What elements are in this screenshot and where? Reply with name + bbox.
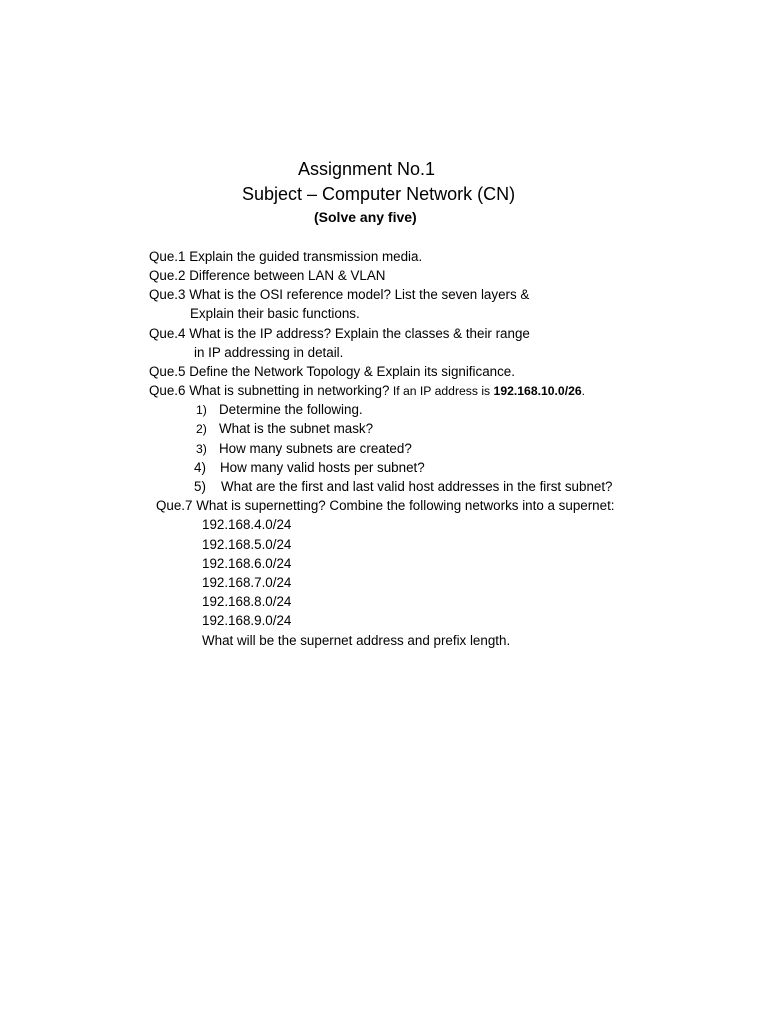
question-5: Que.5 Define the Network Topology & Explain its significance.	[149, 364, 515, 379]
subitem-number: 1)	[196, 403, 207, 417]
instruction-note: (Solve any five)	[314, 209, 417, 225]
subject-title: Subject – Computer Network (CN)	[242, 184, 516, 204]
subitem-text: Determine the following.	[219, 402, 363, 417]
question-3-line-1: Que.3 What is the OSI reference model? List the seven layers &	[149, 287, 530, 302]
network-address: 192.168.6.0/24	[202, 556, 292, 571]
subitem-text: What are the first and last valid host addresses in the first subnet?	[221, 479, 613, 494]
question-6-period: .	[581, 384, 586, 398]
question-6-ip-intro: If an IP address is	[389, 384, 494, 398]
question-7-followup: What will be the supernet address and prefix length.	[202, 633, 511, 648]
subitem-number: 3)	[196, 442, 207, 456]
question-4-line-2: in IP addressing in detail.	[194, 345, 344, 360]
network-address: 192.168.4.0/24	[202, 517, 292, 532]
subitem-number: 2)	[196, 422, 207, 436]
question-3-line-2: Explain their basic functions.	[190, 306, 360, 321]
subitem-number: 4)	[194, 460, 206, 475]
subitem-text: What is the subnet mask?	[219, 421, 374, 436]
subitem-text: How many valid hosts per subnet?	[220, 460, 425, 475]
question-1: Que.1 Explain the guided transmission media.	[149, 249, 423, 264]
network-address: 192.168.7.0/24	[202, 575, 292, 590]
question-7: Que.7 What is supernetting? Combine the following networks into a supernet:	[156, 498, 615, 513]
network-address: 192.168.8.0/24	[202, 594, 292, 609]
assignment-title: Assignment No.1	[298, 159, 436, 179]
subitem-text: How many subnets are created?	[219, 441, 412, 456]
question-6-text: Que.6 What is subnetting in networking?	[149, 383, 390, 398]
network-address: 192.168.9.0/24	[202, 613, 292, 628]
question-2: Que.2 Difference between LAN & VLAN	[149, 268, 386, 283]
network-address: 192.168.5.0/24	[202, 537, 292, 552]
question-4-line-1: Que.4 What is the IP address? Explain the classes & their range	[149, 326, 530, 341]
question-6	[149, 384, 585, 397]
subitem-number: 5)	[194, 479, 206, 494]
question-6-ip-address: 192.168.10.0/26	[493, 384, 582, 398]
